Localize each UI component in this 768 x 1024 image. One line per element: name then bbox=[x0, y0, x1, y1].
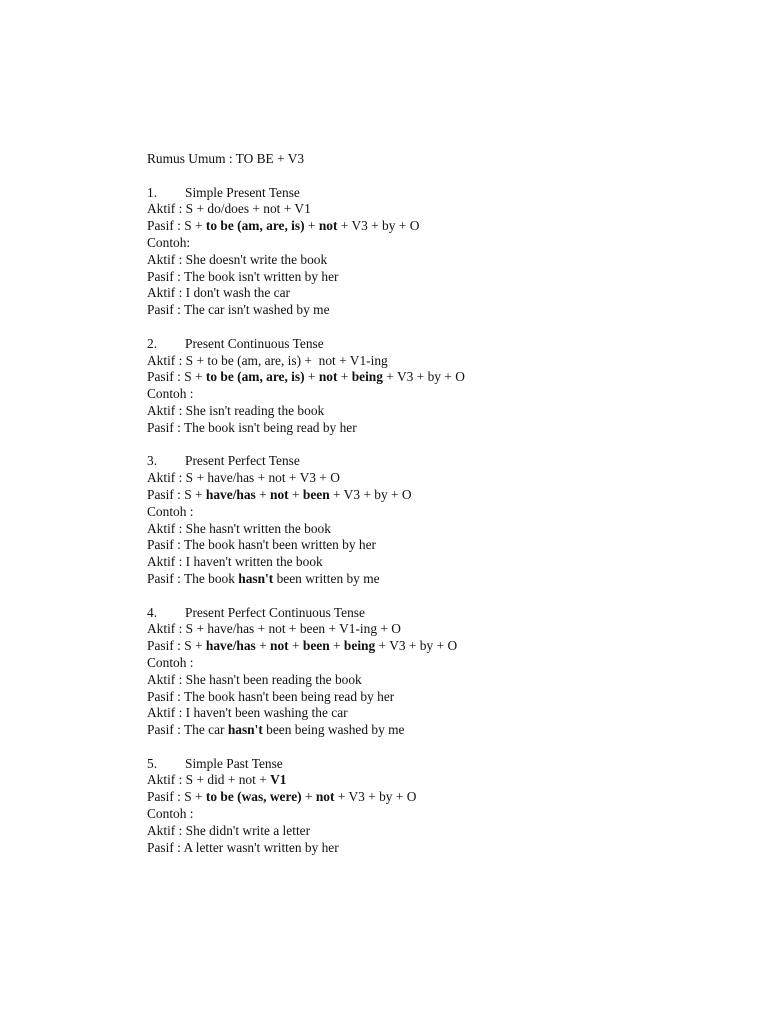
text-segment: Pasif : A letter wasn't written by her bbox=[147, 839, 339, 855]
formula-line bbox=[147, 353, 707, 370]
text-segment: + V3 + by + O bbox=[329, 486, 412, 502]
text-segment: Aktif : S + have/has + not + been + V1-ing + O bbox=[147, 621, 401, 637]
bold-text: been bbox=[302, 638, 330, 654]
formula-line bbox=[147, 705, 707, 722]
bold-text: to be (am, are, is) bbox=[205, 369, 305, 385]
text-segment: + bbox=[255, 638, 271, 654]
section-title: Present Continuous Tense bbox=[185, 335, 324, 351]
bold-text: hasn't bbox=[238, 570, 274, 586]
bold-text: not bbox=[318, 369, 338, 385]
text-segment: + V3 + by + O bbox=[375, 638, 458, 654]
blank-line bbox=[147, 319, 707, 336]
bold-text: not bbox=[318, 218, 338, 234]
formula-line bbox=[147, 638, 707, 655]
bold-text: V1 bbox=[270, 772, 287, 788]
section-heading bbox=[147, 336, 707, 353]
text-segment: + bbox=[301, 789, 316, 805]
text-segment: Aktif : S + did + not + bbox=[147, 772, 271, 788]
formula-line bbox=[147, 269, 707, 286]
formula-line bbox=[147, 521, 707, 538]
section-number: 1. bbox=[147, 184, 158, 200]
formula-line bbox=[147, 302, 707, 319]
text-segment: + bbox=[337, 369, 352, 385]
formula-line bbox=[147, 470, 707, 487]
text-segment: + bbox=[304, 369, 319, 385]
document-body bbox=[147, 151, 707, 856]
formula-line bbox=[147, 386, 707, 403]
text-segment: Pasif : The book bbox=[147, 570, 239, 586]
text-segment: Aktif : She hasn't written the book bbox=[147, 520, 331, 536]
text-segment: + V3 + by + O bbox=[382, 369, 465, 385]
bold-text: not bbox=[270, 638, 289, 654]
text-segment: Aktif : I don't wash the car bbox=[147, 285, 290, 301]
section-heading bbox=[147, 605, 707, 622]
section-heading bbox=[147, 453, 707, 470]
bold-text: not bbox=[315, 789, 335, 805]
bold-text: not bbox=[270, 486, 289, 502]
text-segment: Pasif : S + bbox=[147, 789, 206, 805]
section-number: 4. bbox=[147, 604, 158, 620]
formula-line bbox=[147, 504, 707, 521]
text-segment: Aktif : She hasn't been reading the book bbox=[147, 671, 362, 687]
text-segment: Contoh : bbox=[147, 654, 194, 670]
text-segment: Aktif : She didn't write a letter bbox=[147, 822, 311, 838]
tense-section bbox=[147, 185, 707, 319]
formula-line bbox=[147, 689, 707, 706]
formula-line bbox=[147, 201, 707, 218]
text-segment: Contoh : bbox=[147, 386, 194, 402]
text-segment: Contoh: bbox=[147, 234, 191, 250]
blank-line bbox=[147, 588, 707, 605]
text-segment: + bbox=[288, 486, 303, 502]
bold-text: being bbox=[343, 638, 376, 654]
text-segment: Aktif : I haven't written the book bbox=[147, 554, 323, 570]
section-heading bbox=[147, 185, 707, 202]
section-number: 2. bbox=[147, 335, 158, 351]
section-title: Simple Past Tense bbox=[185, 755, 283, 771]
section-heading bbox=[147, 756, 707, 773]
text-segment: Contoh : bbox=[147, 806, 194, 822]
text-segment: + bbox=[304, 218, 319, 234]
section-title: Present Perfect Tense bbox=[185, 453, 300, 469]
bold-text: have/has bbox=[205, 486, 256, 502]
formula-line bbox=[147, 537, 707, 554]
tense-sections bbox=[147, 168, 707, 857]
section-title: Simple Present Tense bbox=[185, 184, 300, 200]
text-segment: Pasif : The book isn't written by her bbox=[147, 268, 339, 284]
formula-line bbox=[147, 571, 707, 588]
text-segment: + bbox=[288, 638, 303, 654]
bold-text: hasn't bbox=[227, 722, 263, 738]
text-segment: Pasif : S + bbox=[147, 369, 206, 385]
formula-line bbox=[147, 420, 707, 437]
text-segment: Pasif : S + bbox=[147, 638, 206, 654]
text-segment: been written by me bbox=[273, 570, 380, 586]
formula-line bbox=[147, 621, 707, 638]
text-segment: Pasif : The book isn't being read by her bbox=[147, 419, 357, 435]
formula-line bbox=[147, 722, 707, 739]
formula-line bbox=[147, 823, 707, 840]
text-segment: been being washed by me bbox=[262, 722, 405, 738]
formula-line bbox=[147, 772, 707, 789]
formula-line bbox=[147, 789, 707, 806]
document-title: Rumus Umum : TO BE + V3 bbox=[147, 151, 305, 166]
formula-line bbox=[147, 285, 707, 302]
text-segment: Pasif : S + bbox=[147, 218, 206, 234]
formula-line bbox=[147, 487, 707, 504]
formula-line bbox=[147, 252, 707, 269]
tense-section bbox=[147, 336, 707, 437]
section-number: 3. bbox=[147, 453, 158, 469]
text-segment: + bbox=[255, 486, 271, 502]
bold-text: have/has bbox=[205, 638, 256, 654]
tense-section bbox=[147, 605, 707, 739]
section-number: 5. bbox=[147, 755, 158, 771]
text-segment: Pasif : The car bbox=[147, 722, 228, 738]
tense-section bbox=[147, 756, 707, 857]
formula-line bbox=[147, 655, 707, 672]
text-segment: + V3 + by + O bbox=[334, 789, 417, 805]
blank-line bbox=[147, 739, 707, 756]
formula-line bbox=[147, 672, 707, 689]
formula-line bbox=[147, 403, 707, 420]
blank-line bbox=[147, 437, 707, 454]
bold-text: to be (am, are, is) bbox=[205, 218, 305, 234]
formula-line bbox=[147, 369, 707, 386]
formula-line bbox=[147, 235, 707, 252]
text-segment: Pasif : S + bbox=[147, 486, 206, 502]
bold-text: to be (was, were) bbox=[205, 789, 302, 805]
text-segment: Aktif : She isn't reading the book bbox=[147, 402, 325, 418]
text-segment: Pasif : The book hasn't been being read by her bbox=[147, 688, 395, 704]
text-segment: + V3 + by + O bbox=[337, 218, 420, 234]
tense-section bbox=[147, 453, 707, 587]
text-segment: Aktif : S + do/does + not + V1 bbox=[147, 201, 311, 217]
bold-text: being bbox=[351, 369, 383, 385]
formula-line bbox=[147, 218, 707, 235]
text-segment: Contoh : bbox=[147, 503, 194, 519]
text-segment: + bbox=[329, 638, 344, 654]
bold-text: been bbox=[302, 486, 330, 502]
text-segment: Aktif : She doesn't write the book bbox=[147, 251, 328, 267]
formula-line bbox=[147, 806, 707, 823]
formula-line bbox=[147, 554, 707, 571]
text-segment: Pasif : The car isn't washed by me bbox=[147, 302, 330, 318]
formula-line bbox=[147, 840, 707, 857]
section-title: Present Perfect Continuous Tense bbox=[185, 604, 365, 620]
text-segment: Aktif : I haven't been washing the car bbox=[147, 705, 348, 721]
text-segment: Pasif : The book hasn't been written by her bbox=[147, 537, 377, 553]
text-segment: Aktif : S + to be (am, are, is) + not + V1-ing bbox=[147, 352, 388, 368]
text-segment: Aktif : S + have/has + not + V3 + O bbox=[147, 470, 340, 486]
blank-line bbox=[147, 168, 707, 185]
